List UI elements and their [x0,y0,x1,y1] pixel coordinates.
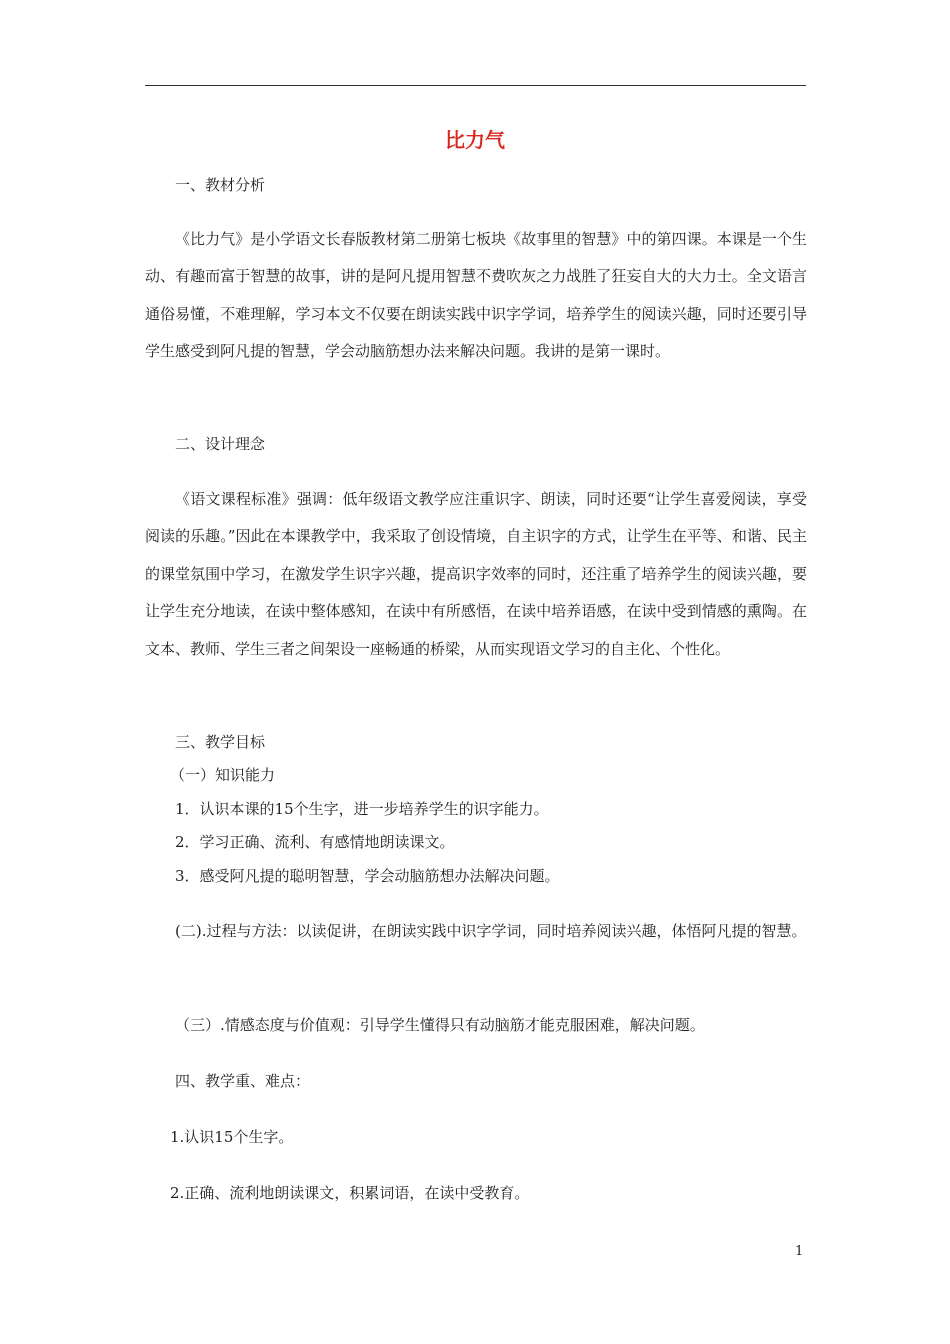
page-number: 1 [795,1244,804,1259]
section-heading-4: 四、教学重、难点： [175,1072,311,1090]
paragraph-attitude: （三）.情感态度与价值观：引导学生懂得只有动脑筋才能克服困难，解决问题。 [175,1016,705,1034]
list-item: 1．认识本课的15个生字，进一步培养学生的识字能力。 [175,800,549,818]
list-item: 3．感受阿凡提的聪明智慧，学会动脑筋想办法解决问题。 [175,867,560,885]
paragraph-1: 《比力气》是小学语文长春版教材第二册第七板块《故事里的智慧》中的第四课。本课是一个生动、有趣而富于智慧的故事，讲的是阿凡提用智慧不费吹灰之力战胜了狂妄自大的大力士。全文语言通俗易懂，不难理解，学习本文不仅要在朗读实践中识字学词，培养学生的阅读兴趣，同时还要引导学生感受到阿凡提的智慧，学会动脑筋想办法来解决问题。我讲的是第一课时。 [145,230,807,361]
list-item: 2．学习正确、流利、有感情地朗读课文。 [175,833,455,851]
paragraph-process-method: (二).过程与方法：以读促讲，在朗读实践中识字学词，同时培养阅读兴趣，体悟阿凡提的智慧。 [175,922,807,940]
section-heading-2: 二、设计理念 [175,435,266,453]
list-item: 2.正确、流利地朗读课文，积累词语，在读中受教育。 [170,1184,530,1202]
document-title: 比力气 [445,128,505,152]
subheading-knowledge: （一）知识能力 [170,766,276,784]
list-item: 1.认识15个生字。 [170,1128,294,1146]
header-rule [145,85,806,86]
paragraph-2: 《语文课程标准》强调：低年级语文教学应注重识字、朗读，同时还要“让学生喜爱阅读，享受阅读的乐趣。”因此在本课教学中，我采取了创设情境，自主识字的方式，让学生在平等、和谐、民主的课堂氛围中学习，在激发学生识字兴趣，提高识字效率的同时，还注重了培养学生的阅读兴趣，要让学生充分地读，在读中整体感知，在读中有所感悟，在读中培养语感，在读中受到情感的熏陶。在文本、教师、学生三者之间架设一座畅通的桥梁，从而实现语文学习的自主化、个性化。 [145,490,807,658]
section-heading-3: 三、教学目标 [175,733,266,751]
section-heading-1: 一、教材分析 [175,176,266,194]
